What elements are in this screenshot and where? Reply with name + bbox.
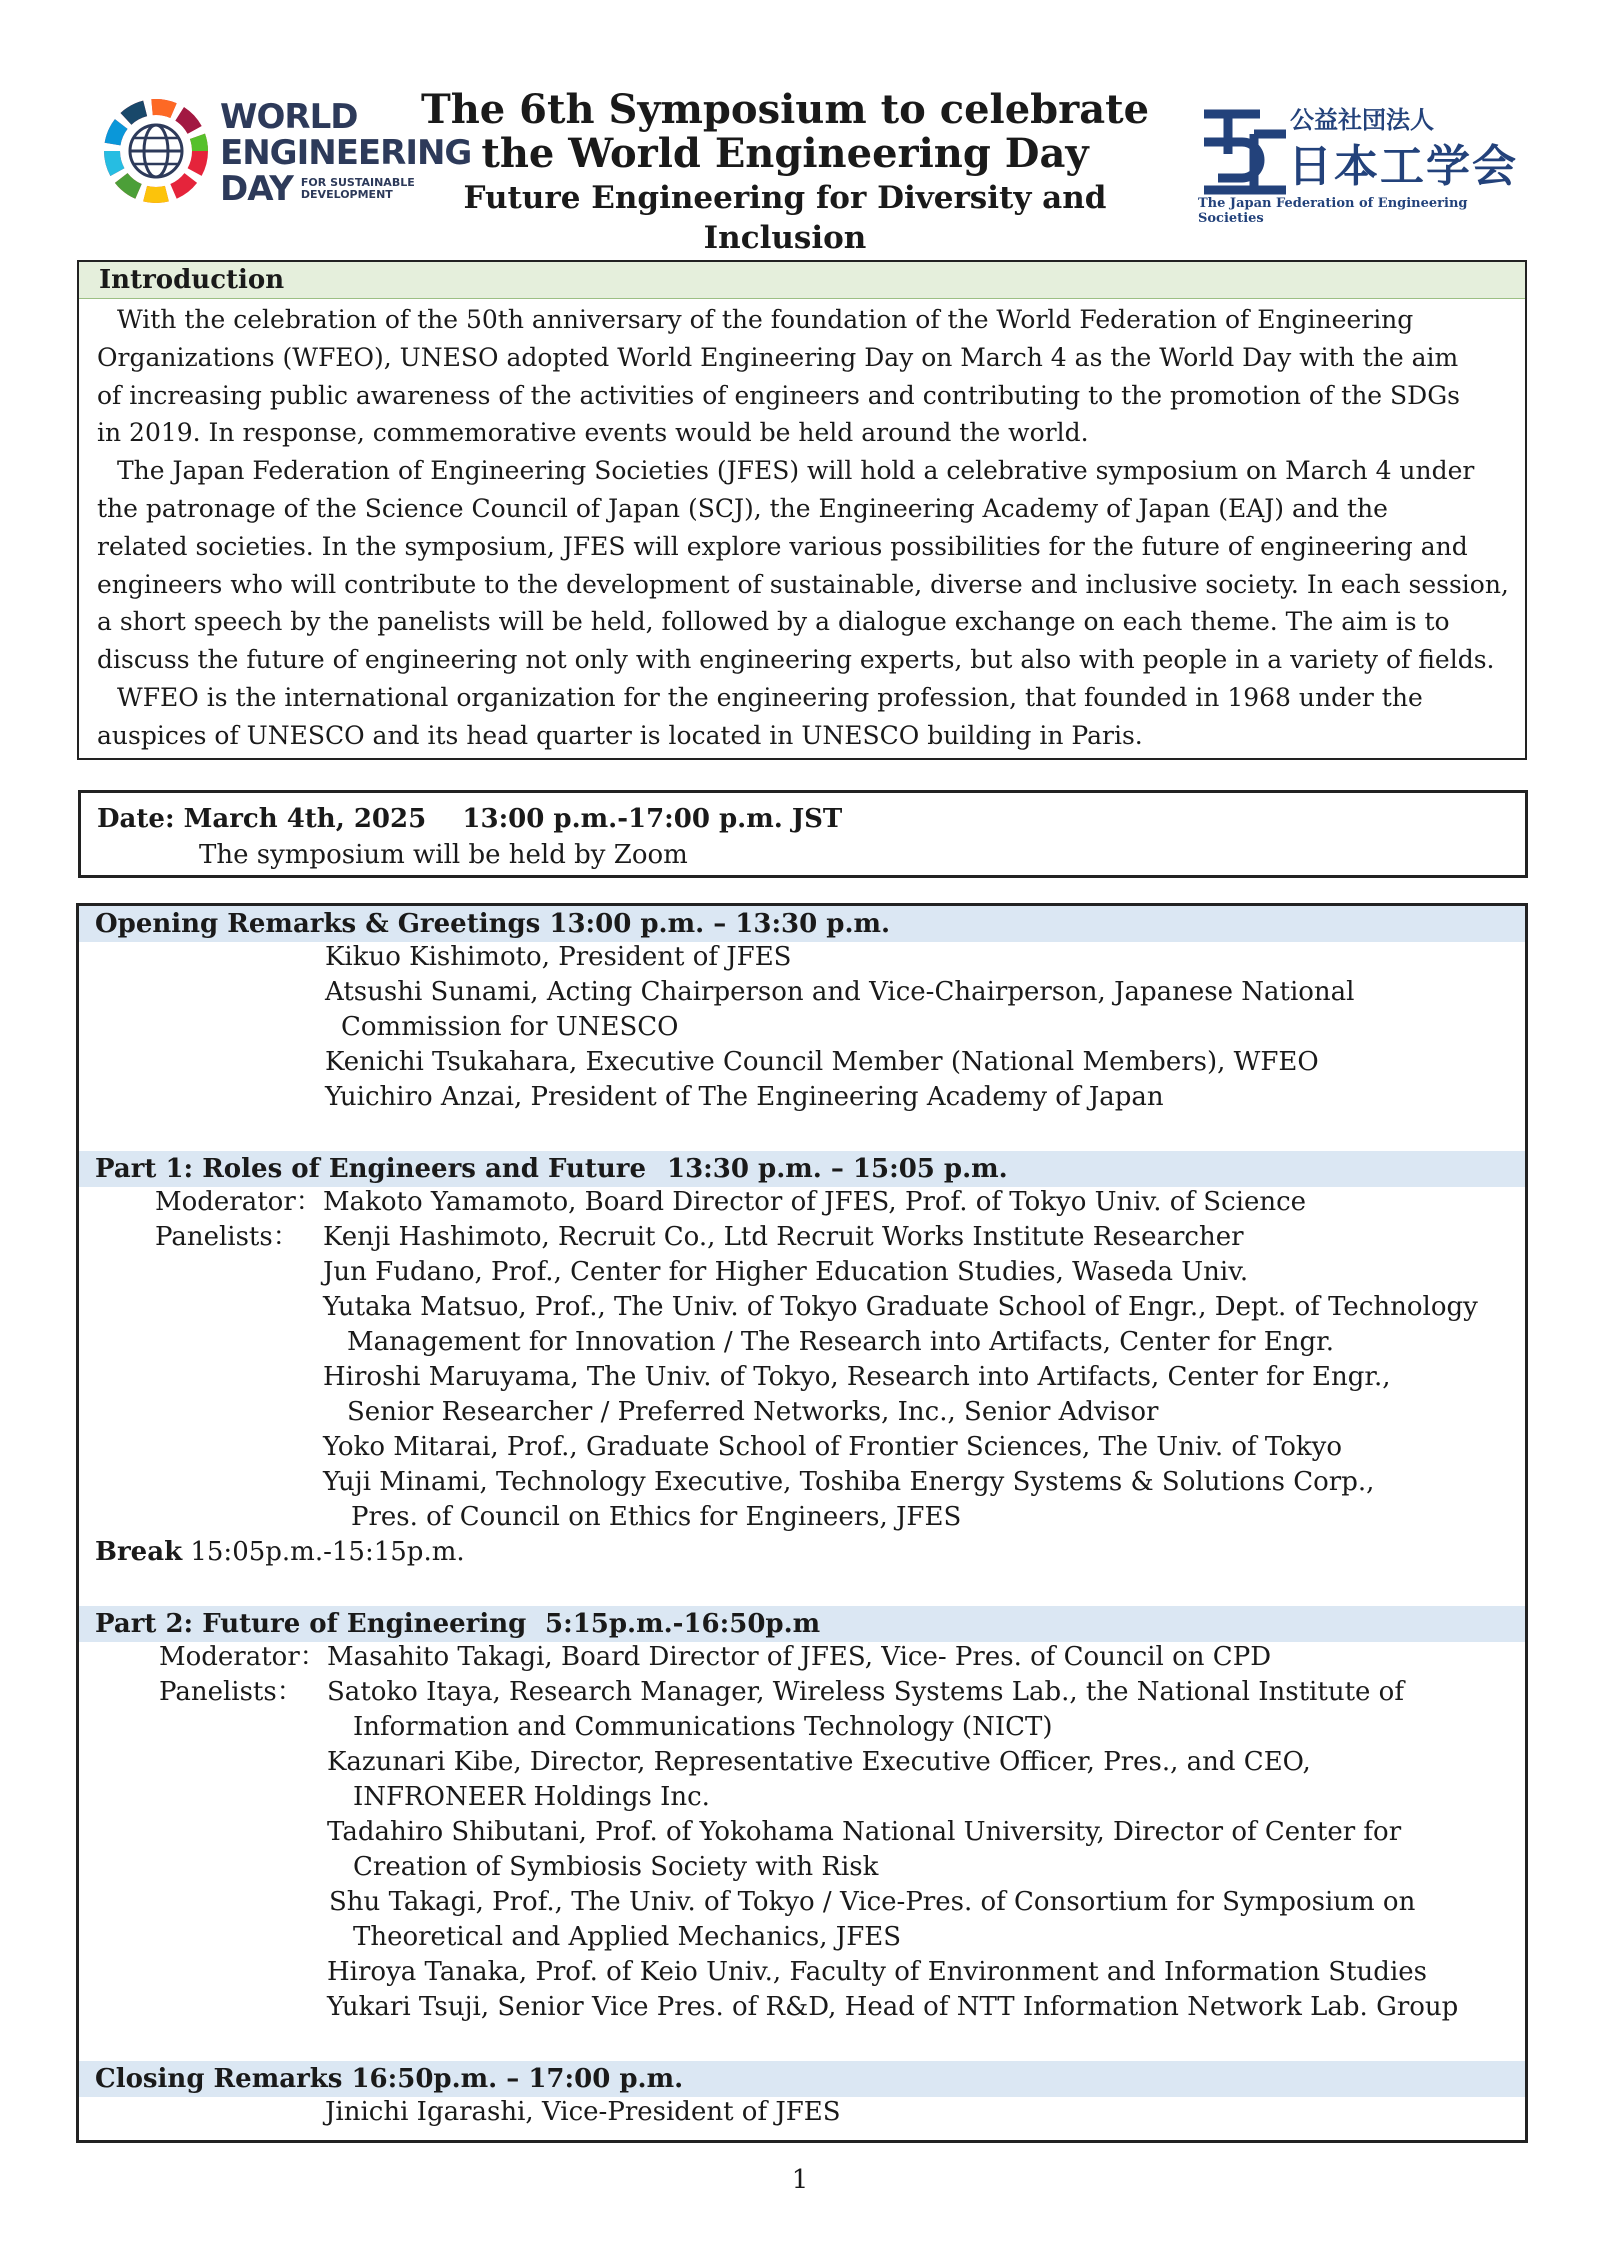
date-box (78, 790, 1528, 878)
part1-panelist: Senior Researcher / Preferred Networks, Inc., Senior Advisor (347, 1397, 1159, 1427)
part1-moderator-label: Moderator： (155, 1187, 322, 1217)
part1-panelist: Yoko Mitarai, Prof., Graduate School of Frontier Sciences, The Univ. of Tokyo (323, 1432, 1343, 1462)
opening-heading: Opening Remarks & Greetings 13:00 p.m. – 13:30 p.m. (79, 906, 1525, 942)
closing-heading: Closing Remarks 16:50p.m. – 17:00 p.m. (79, 2061, 1525, 2097)
part2-panelist: Tadahiro Shibutani, Prof. of Yokohama National University, Director of Center for (327, 1817, 1402, 1847)
part1-title: Part 1: Roles of Engineers and Future (95, 1154, 647, 1184)
event-date: Date: March 4th, 2025 13:00 p.m.-17:00 p.m. JST (97, 804, 843, 834)
jfes-logo (1192, 100, 1522, 226)
intro-line: a short speech by the panelists will be held, followed by a dialogue exchange on each theme. The aim is to (97, 607, 1450, 637)
logo-small-2: DEVELOPMENT (300, 188, 393, 201)
part1-panelist: Hiroshi Maruyama, The Univ. of Tokyo, Research into Artifacts, Center for Engr., (323, 1362, 1391, 1392)
part2-panelist: Theoretical and Applied Mechanics, JFES (353, 1922, 902, 1952)
part2-time: 5:15p.m.-16:50p.m (545, 1609, 821, 1639)
part2-panelist: Shu Takagi, Prof., The Univ. of Tokyo / Vice-Pres. of Consortium for Symposium on (329, 1887, 1416, 1917)
intro-line: With the celebration of the 50th anniversary of the foundation of the World Federation of Engineering (117, 305, 1414, 334)
program-box (76, 903, 1528, 2143)
intro-line: WFEO is the international organization for the engineering profession, that founded in 1968 under the (117, 682, 1423, 712)
part2-panelist: Satoko Itaya, Research Manager, Wireless Systems Lab., the National Institute of (327, 1677, 1404, 1707)
part2-moderator-label: Moderator： (159, 1642, 326, 1672)
part2-panelist: Yukari Tsuji, Senior Vice Pres. of R&D, Head of NTT Information Network Lab. Group (327, 1992, 1459, 2022)
page-number: 1 (791, 2165, 809, 2195)
part1-panelist: Yuji Minami, Technology Executive, Toshiba Energy Systems & Solutions Corp., (323, 1467, 1375, 1497)
part2-panelist: Kazunari Kibe, Director, Representative Executive Officer, Pres., and CEO, (327, 1747, 1311, 1777)
title-line-2: the World Engineering Day (481, 130, 1089, 177)
logo-line-day: DAY (220, 169, 293, 209)
part2-panelist: INFRONEER Holdings Inc. (353, 1782, 710, 1812)
part2-panelist: Hiroya Tanaka, Prof. of Keio Univ., Faculty of Environment and Information Studies (327, 1957, 1427, 1987)
logo-small-1: FOR SUSTAINABLE (300, 176, 415, 189)
title-line-1: The 6th Symposium to celebrate (420, 86, 1150, 133)
intro-line: discuss the future of engineering not only with engineering experts, but also with people in a variety of fields. (97, 645, 1495, 675)
intro-line: of increasing public awareness of the activities of engineers and contributing to the promotion of the SDGs (97, 380, 1461, 410)
globe-gear-icon (100, 95, 212, 207)
intro-line: related societies. In the symposium, JFES will explore various possibilities for the future of engineering and (97, 531, 1468, 561)
part1-time: 13:30 p.m. – 15:05 p.m. (667, 1154, 1008, 1184)
part1-panelist: Yutaka Matsuo, Prof., The Univ. of Tokyo Graduate School of Engr., Dept. of Technology (323, 1292, 1478, 1322)
logo-line-world: WORLD (220, 97, 358, 137)
introduction-heading: Introduction (79, 262, 1525, 299)
part1-moderator: Makoto Yamamoto, Board Director of JFES, Prof. of Tokyo Univ. of Science (323, 1187, 1307, 1217)
intro-line: auspices of UNESCO and its head quarter is located in UNESCO building in Paris. (97, 720, 1143, 750)
event-venue: The symposium will be held by Zoom (199, 840, 688, 870)
jfes-en-name: The Japan Federation of Engineering Societies (1198, 196, 1468, 226)
document-title (410, 88, 1160, 258)
part2-title: Part 2: Future of Engineering (95, 1609, 527, 1639)
world-engineering-day-logo (100, 95, 472, 215)
opening-speaker: Atsushi Sunami, Acting Chairperson and Vice-Chairperson, Japanese National (325, 977, 1355, 1007)
part1-heading (79, 1151, 1525, 1187)
part2-moderator: Masahito Takagi, Board Director of JFES, Vice- Pres. of Council on CPD (327, 1642, 1272, 1672)
introduction-box (77, 260, 1527, 760)
logo-line-engineering: ENGINEERING (220, 133, 472, 173)
intro-line: the patronage of the Science Council of Japan (SCJ), the Engineering Academy of Japan (EAJ) and the (97, 493, 1388, 523)
introduction-body (79, 299, 1525, 755)
break-label: Break (95, 1537, 183, 1567)
intro-line: Organizations (WFEO), UNESO adopted World Engineering Day on March 4 as the World Day with the aim (97, 342, 1459, 372)
closing-speaker: Jinichi Igarashi, Vice-President of JFES (325, 2097, 841, 2127)
document-subtitle: Future Engineering for Diversity and Inclusion (463, 180, 1107, 256)
jfes-jp-subtitle: 公益社団法人 (1290, 106, 1434, 134)
part2-panelist: Information and Communications Technology (NICT) (353, 1712, 1053, 1742)
part1-panelist: Management for Innovation / The Research into Artifacts, Center for Engr. (347, 1327, 1334, 1357)
part1-panelist: Jun Fudano, Prof., Center for Higher Education Studies, Waseda Univ. (323, 1257, 1249, 1287)
jfes-emblem-icon (1198, 106, 1293, 198)
opening-speaker: Kenichi Tsukahara, Executive Council Member (National Members), WFEO (325, 1047, 1319, 1077)
jfes-jp-name: 日本工学会 (1288, 141, 1518, 192)
intro-line: in 2019. In response, commemorative events would be held around the world. (97, 418, 1089, 448)
opening-speaker: Kikuo Kishimoto, President of JFES (325, 942, 792, 972)
part2-panelist: Creation of Symbiosis Society with Risk (353, 1852, 879, 1882)
opening-speaker: Commission for UNESCO (341, 1012, 679, 1042)
intro-line: The Japan Federation of Engineering Societies (JFES) will hold a celebrative symposium on March 4 under (117, 456, 1475, 486)
part2-heading (79, 1606, 1525, 1642)
part1-panelist: Pres. of Council on Ethics for Engineers, JFES (351, 1502, 962, 1532)
intro-line: engineers who will contribute to the development of sustainable, diverse and inclusive society. In each session, (97, 569, 1509, 599)
break-row (95, 1535, 465, 1570)
part1-panelists-label: Panelists： (155, 1222, 299, 1252)
break-time: 15:05p.m.-15:15p.m. (190, 1537, 465, 1567)
opening-speaker: Yuichiro Anzai, President of The Engineering Academy of Japan (325, 1082, 1164, 1112)
part1-panelist: Kenji Hashimoto, Recruit Co., Ltd Recruit Works Institute Researcher (323, 1222, 1244, 1252)
part2-panelists-label: Panelists： (159, 1677, 303, 1707)
